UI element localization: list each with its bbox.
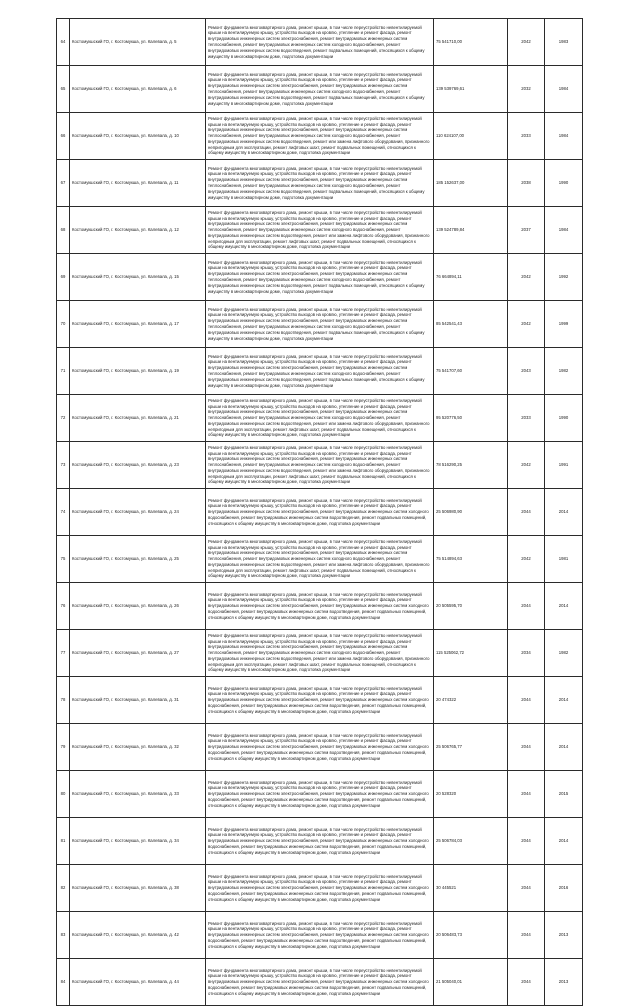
- build-year-cell: 2015: [545, 771, 583, 818]
- cost-cell: 115 525062,72: [434, 630, 508, 677]
- repair-year-cell: 2044: [508, 959, 545, 1006]
- work-types-cell: Ремонт фундамента многоквартирного дома, ремонт крыши, в том числе переустройство невентилируемой крыши на вентилируемую крышу, устройство выходов на кровлю, утепление и ремонт фасада, ремонт внутридомовых инженерных систем электроснабжения, ремонт внутридомовых инженерных систем теплоснабжения, ремонт внутридомовых инженерных систем холодного водоснабжения, ремонт внутридомовых инженерных систем водоотведения, ремонт подвальных помещений, относящихся к общему имуществу в многоквартирном доме, подготовка документации: [206, 254, 434, 301]
- address-cell: Костомукшский ГО, г. Костомукша, ул. Калевала, д. 26: [70, 583, 206, 630]
- table-row: [57, 959, 583, 1006]
- row-number-cell: 73: [57, 442, 70, 489]
- work-types-cell: Ремонт фундамента многоквартирного дома, ремонт крыши, в том числе переустройство невентилируемой крыши на вентилируемую крышу, устройство выходов на кровлю, утепление и ремонт фасада, ремонт внутридомовых инженерных систем электроснабжения, ремонт внутридомовых инженерных систем холодного водоснабжения, ремонт внутридомовых инженерных систем водоотведения, ремонт подвальных помещений, относящихся к общему имуществу в многоквартирном доме, подготовка документации: [206, 771, 434, 818]
- work-types-cell: Ремонт фундамента многоквартирного дома, ремонт крыши, в том числе переустройство невентилируемой крыши на вентилируемую крышу, устройство выходов на кровлю, утепление и ремонт фасада, ремонт внутридомовых инженерных систем электроснабжения, ремонт внутридомовых инженерных систем теплоснабжения, ремонт внутридомовых инженерных систем холодного водоснабжения, ремонт внутридомовых инженерных систем водоотведения, ремонт или замена лифтового оборудования, признанного непригодным для эксплуатации, ремонт лифтовых шахт, ремонт подвальных помещений, относящихся к общему имуществу в многоквартирном доме, подготовка документации: [206, 536, 434, 583]
- repair-year-cell: 2042: [508, 536, 545, 583]
- capital-repair-table: [56, 18, 583, 1006]
- repair-year-cell: 2032: [508, 66, 545, 113]
- table-row: [57, 348, 583, 395]
- repair-year-cell: 2042: [508, 254, 545, 301]
- build-year-cell: 1982: [545, 630, 583, 677]
- work-types-cell: Ремонт фундамента многоквартирного дома, ремонт крыши, в том числе переустройство невентилируемой крыши на вентилируемую крышу, устройство выходов на кровлю, утепление и ремонт фасада, ремонт внутридомовых инженерных систем электроснабжения, ремонт внутридомовых инженерных систем холодного водоснабжения, ремонт внутридомовых инженерных систем водоотведения, ремонт подвальных помещений, относящихся к общему имуществу в многоквартирном доме, подготовка документации: [206, 959, 434, 1006]
- repair-year-cell: 2044: [508, 771, 545, 818]
- address-cell: Костомукшский ГО, г. Костомукша, ул. Калевала, д. 6: [70, 66, 206, 113]
- table-row: [57, 301, 583, 348]
- address-cell: Костомукшский ГО, г. Костомукша, ул. Калевала, д. 15: [70, 254, 206, 301]
- build-year-cell: 1984: [545, 113, 583, 160]
- row-number-cell: 74: [57, 489, 70, 536]
- cost-cell: 110 624107,00: [434, 113, 508, 160]
- work-types-cell: Ремонт фундамента многоквартирного дома, ремонт крыши, в том числе переустройство невентилируемой крыши на вентилируемую крышу, устройство выходов на кровлю, утепление и ремонт фасада, ремонт внутридомовых инженерных систем электроснабжения, ремонт внутридомовых инженерных систем теплоснабжения, ремонт внутридомовых инженерных систем холодного водоснабжения, ремонт внутридомовых инженерных систем водоотведения, ремонт или замена лифтового оборудования, признанного непригодным для эксплуатации, ремонт лифтовых шахт, ремонт подвальных помещений, относящихся к общему имуществу в многоквартирном доме, подготовка документации: [206, 442, 434, 489]
- address-cell: Костомукшский ГО, г. Костомукша, ул. Калевала, д. 24: [70, 489, 206, 536]
- repair-year-cell: 2042: [508, 301, 545, 348]
- work-types-cell: Ремонт фундамента многоквартирного дома, ремонт крыши, в том числе переустройство невентилируемой крыши на вентилируемую крышу, устройство выходов на кровлю, утепление и ремонт фасада, ремонт внутридомовых инженерных систем электроснабжения, ремонт внутридомовых инженерных систем теплоснабжения, ремонт внутридомовых инженерных систем холодного водоснабжения, ремонт внутридомовых инженерных систем водоотведения, ремонт или замена лифтового оборудования, признанного непригодным для эксплуатации, ремонт лифтовых шахт, ремонт подвальных помещений, относящихся к общему имуществу в многоквартирном доме, подготовка документации: [206, 207, 434, 254]
- cost-cell: 30 445521: [434, 865, 508, 912]
- table-row: [57, 113, 583, 160]
- cost-cell: 139 524789,84: [434, 207, 508, 254]
- work-types-cell: Ремонт фундамента многоквартирного дома, ремонт крыши, в том числе переустройство невентилируемой крыши на вентилируемую крышу, устройство выходов на кровлю, утепление и ремонт фасада, ремонт внутридомовых инженерных систем электроснабжения, ремонт внутридомовых инженерных систем теплоснабжения, ремонт внутридомовых инженерных систем холодного водоснабжения, ремонт внутридомовых инженерных систем водоотведения, ремонт подвальных помещений, относящихся к общему имуществу в многоквартирном доме, подготовка документации: [206, 19, 434, 66]
- build-year-cell: 1983: [545, 19, 583, 66]
- cost-cell: 185 152637,00: [434, 160, 508, 207]
- address-cell: Костомукшский ГО, г. Костомукша, ул. Калевала, д. 42: [70, 912, 206, 959]
- cost-cell: 21 505040,01: [434, 959, 508, 1006]
- cost-cell: 76 664894,11: [434, 254, 508, 301]
- repair-year-cell: 2044: [508, 489, 545, 536]
- table-row: [57, 583, 583, 630]
- row-number-cell: 71: [57, 348, 70, 395]
- row-number-cell: 82: [57, 865, 70, 912]
- row-number-cell: 78: [57, 677, 70, 724]
- work-types-cell: Ремонт фундамента многоквартирного дома, ремонт крыши, в том числе переустройство невентилируемой крыши на вентилируемую крышу, устройство выходов на кровлю, утепление и ремонт фасада, ремонт внутридомовых инженерных систем электроснабжения, ремонт внутридомовых инженерных систем теплоснабжения, ремонт внутридомовых инженерных систем холодного водоснабжения, ремонт внутридомовых инженерных систем водоотведения, ремонт подвальных помещений, относящихся к общему имуществу в многоквартирном доме, подготовка документации: [206, 66, 434, 113]
- row-number-cell: 66: [57, 113, 70, 160]
- build-year-cell: 2014: [545, 818, 583, 865]
- build-year-cell: 2016: [545, 865, 583, 912]
- table-row: [57, 818, 583, 865]
- repair-year-cell: 2038: [508, 160, 545, 207]
- table-row: [57, 489, 583, 536]
- address-cell: Костомукшский ГО, г. Костомукша, ул. Калевала, д. 10: [70, 113, 206, 160]
- row-number-cell: 79: [57, 724, 70, 771]
- work-types-cell: Ремонт фундамента многоквартирного дома, ремонт крыши, в том числе переустройство невентилируемой крыши на вентилируемую крышу, устройство выходов на кровлю, утепление и ремонт фасада, ремонт внутридомовых инженерных систем электроснабжения, ремонт внутридомовых инженерных систем холодного водоснабжения, ремонт внутридомовых инженерных систем водоотведения, ремонт подвальных помещений, относящихся к общему имуществу в многоквартирном доме, подготовка документации: [206, 677, 434, 724]
- cost-cell: 139 539769,61: [434, 66, 508, 113]
- address-cell: Костомукшский ГО, г. Костомукша, ул. Калевала, д. 33: [70, 771, 206, 818]
- cost-cell: 25 506980,90: [434, 489, 508, 536]
- build-year-cell: 2014: [545, 724, 583, 771]
- work-types-cell: Ремонт фундамента многоквартирного дома, ремонт крыши, в том числе переустройство невентилируемой крыши на вентилируемую крышу, устройство выходов на кровлю, утепление и ремонт фасада, ремонт внутридомовых инженерных систем электроснабжения, ремонт внутридомовых инженерных систем холодного водоснабжения, ремонт внутридомовых инженерных систем водоотведения, ремонт подвальных помещений, относящихся к общему имуществу в многоквартирном доме, подготовка документации: [206, 583, 434, 630]
- cost-cell: 20 506483,73: [434, 912, 508, 959]
- row-number-cell: 84: [57, 959, 70, 1006]
- table-row: [57, 442, 583, 489]
- table-row: [57, 254, 583, 301]
- build-year-cell: 1984: [545, 66, 583, 113]
- cost-cell: 75 541710,00: [434, 19, 508, 66]
- build-year-cell: 2013: [545, 912, 583, 959]
- work-types-cell: Ремонт фундамента многоквартирного дома, ремонт крыши, в том числе переустройство невентилируемой крыши на вентилируемую крышу, устройство выходов на кровлю, утепление и ремонт фасада, ремонт внутридомовых инженерных систем электроснабжения, ремонт внутридомовых инженерных систем холодного водоснабжения, ремонт внутридомовых инженерных систем водоотведения, ремонт подвальных помещений, относящихся к общему имуществу в многоквартирном доме, подготовка документации: [206, 865, 434, 912]
- row-number-cell: 67: [57, 160, 70, 207]
- build-year-cell: 1982: [545, 348, 583, 395]
- row-number-cell: 64: [57, 19, 70, 66]
- build-year-cell: 2014: [545, 677, 583, 724]
- row-number-cell: 76: [57, 583, 70, 630]
- work-types-cell: Ремонт фундамента многоквартирного дома, ремонт крыши, в том числе переустройство невентилируемой крыши на вентилируемую крышу, устройство выходов на кровлю, утепление и ремонт фасада, ремонт внутридомовых инженерных систем электроснабжения, ремонт внутридомовых инженерных систем холодного водоснабжения, ремонт внутридомовых инженерных систем водоотведения, ремонт подвальных помещений, относящихся к общему имуществу в многоквартирном доме, подготовка документации: [206, 724, 434, 771]
- address-cell: Костомукшский ГО, г. Костомукша, ул. Калевала, д. 21: [70, 395, 206, 442]
- table-row: [57, 536, 583, 583]
- repair-year-cell: 2044: [508, 677, 545, 724]
- cost-cell: 20 528320: [434, 771, 508, 818]
- table-row: [57, 207, 583, 254]
- row-number-cell: 65: [57, 66, 70, 113]
- address-cell: Костомукшский ГО, г. Костомукша, ул. Калевала, д. 31: [70, 677, 206, 724]
- repair-year-cell: 2034: [508, 630, 545, 677]
- document-page: [56, 18, 582, 1006]
- address-cell: Костомукшский ГО, г. Костомукша, ул. Калевала, д. 32: [70, 724, 206, 771]
- build-year-cell: 1990: [545, 395, 583, 442]
- cost-cell: 20 474322: [434, 677, 508, 724]
- address-cell: Костомукшский ГО, г. Костомукша, ул. Калевала, д. 34: [70, 818, 206, 865]
- table-row: [57, 677, 583, 724]
- work-types-cell: Ремонт фундамента многоквартирного дома, ремонт крыши, в том числе переустройство невентилируемой крыши на вентилируемую крышу, устройство выходов на кровлю, утепление и ремонт фасада, ремонт внутридомовых инженерных систем электроснабжения, ремонт внутридомовых инженерных систем теплоснабжения, ремонт внутридомовых инженерных систем холодного водоснабжения, ремонт внутридомовых инженерных систем водоотведения, ремонт подвальных помещений, относящихся к общему имуществу в многоквартирном доме, подготовка документации: [206, 160, 434, 207]
- address-cell: Костомукшский ГО, г. Костомукша, ул. Калевала, д. 23: [70, 442, 206, 489]
- repair-year-cell: 2042: [508, 19, 545, 66]
- repair-year-cell: 2044: [508, 865, 545, 912]
- table-row: [57, 724, 583, 771]
- build-year-cell: 2013: [545, 959, 583, 1006]
- work-types-cell: Ремонт фундамента многоквартирного дома, ремонт крыши, в том числе переустройство невентилируемой крыши на вентилируемую крышу, устройство выходов на кровлю, утепление и ремонт фасада, ремонт внутридомовых инженерных систем электроснабжения, ремонт внутридомовых инженерных систем теплоснабжения, ремонт внутридомовых инженерных систем холодного водоснабжения, ремонт внутридомовых инженерных систем водоотведения, ремонт или замена лифтового оборудования, признанного непригодным для эксплуатации, ремонт лифтовых шахт, ремонт подвальных помещений, относящихся к общему имуществу в многоквартирном доме, подготовка документации: [206, 395, 434, 442]
- row-number-cell: 68: [57, 207, 70, 254]
- row-number-cell: 75: [57, 536, 70, 583]
- cost-cell: 75 514894,63: [434, 536, 508, 583]
- work-types-cell: Ремонт фундамента многоквартирного дома, ремонт крыши, в том числе переустройство невентилируемой крыши на вентилируемую крышу, устройство выходов на кровлю, утепление и ремонт фасада, ремонт внутридомовых инженерных систем электроснабжения, ремонт внутридомовых инженерных систем теплоснабжения, ремонт внутридомовых инженерных систем холодного водоснабжения, ремонт внутридомовых инженерных систем водоотведения, ремонт подвальных помещений, относящихся к общему имуществу в многоквартирном доме, подготовка документации: [206, 348, 434, 395]
- address-cell: Костомукшский ГО, г. Костомукша, ул. Калевала, д. 25: [70, 536, 206, 583]
- cost-cell: 85 542541,43: [434, 301, 508, 348]
- cost-cell: 95 520776,50: [434, 395, 508, 442]
- build-year-cell: 1990: [545, 160, 583, 207]
- address-cell: Костомукшский ГО, г. Костомукша, ул. Калевала, д. 19: [70, 348, 206, 395]
- address-cell: Костомукшский ГО, г. Костомукша, ул. Калевала, д. 38: [70, 865, 206, 912]
- row-number-cell: 70: [57, 301, 70, 348]
- repair-year-cell: 2044: [508, 818, 545, 865]
- row-number-cell: 69: [57, 254, 70, 301]
- address-cell: Костомукшский ГО, г. Костомукша, ул. Калевала, д. 44: [70, 959, 206, 1006]
- address-cell: Костомукшский ГО, г. Костомукша, ул. Калевала, д. 27: [70, 630, 206, 677]
- row-number-cell: 77: [57, 630, 70, 677]
- table-row: [57, 771, 583, 818]
- cost-cell: 78 516290,25: [434, 442, 508, 489]
- table-row: [57, 912, 583, 959]
- table-row: [57, 865, 583, 912]
- row-number-cell: 72: [57, 395, 70, 442]
- table-row: [57, 630, 583, 677]
- address-cell: Костомукшский ГО, г. Костомукша, ул. Калевала, д. 5: [70, 19, 206, 66]
- address-cell: Костомукшский ГО, г. Костомукша, ул. Калевала, д. 11: [70, 160, 206, 207]
- repair-year-cell: 2037: [508, 207, 545, 254]
- build-year-cell: 1981: [545, 536, 583, 583]
- repair-year-cell: 2033: [508, 395, 545, 442]
- cost-cell: 75 541707,60: [434, 348, 508, 395]
- table-row: [57, 395, 583, 442]
- repair-year-cell: 2044: [508, 912, 545, 959]
- address-cell: Костомукшский ГО, г. Костомукша, ул. Калевала, д. 12: [70, 207, 206, 254]
- row-number-cell: 81: [57, 818, 70, 865]
- repair-year-cell: 2033: [508, 113, 545, 160]
- build-year-cell: 1984: [545, 207, 583, 254]
- build-year-cell: 1992: [545, 254, 583, 301]
- cost-cell: 20 505595,70: [434, 583, 508, 630]
- repair-year-cell: 2044: [508, 724, 545, 771]
- row-number-cell: 83: [57, 912, 70, 959]
- repair-year-cell: 2044: [508, 583, 545, 630]
- build-year-cell: 1991: [545, 442, 583, 489]
- build-year-cell: 1999: [545, 301, 583, 348]
- cost-cell: 25 506765,77: [434, 724, 508, 771]
- repair-year-cell: 2042: [508, 442, 545, 489]
- build-year-cell: 2014: [545, 489, 583, 536]
- work-types-cell: Ремонт фундамента многоквартирного дома, ремонт крыши, в том числе переустройство невентилируемой крыши на вентилируемую крышу, устройство выходов на кровлю, утепление и ремонт фасада, ремонт внутридомовых инженерных систем электроснабжения, ремонт внутридомовых инженерных систем теплоснабжения, ремонт внутридомовых инженерных систем холодного водоснабжения, ремонт внутридомовых инженерных систем водоотведения, ремонт или замена лифтового оборудования, признанного непригодным для эксплуатации, ремонт лифтовых шахт, ремонт подвальных помещений, относящихся к общему имуществу в многоквартирном доме, подготовка документации: [206, 630, 434, 677]
- work-types-cell: Ремонт фундамента многоквартирного дома, ремонт крыши, в том числе переустройство невентилируемой крыши на вентилируемую крышу, устройство выходов на кровлю, утепление и ремонт фасада, ремонт внутридомовых инженерных систем электроснабжения, ремонт внутридомовых инженерных систем теплоснабжения, ремонт внутридомовых инженерных систем холодного водоснабжения, ремонт внутридомовых инженерных систем водоотведения, ремонт подвальных помещений, относящихся к общему имуществу в многоквартирном доме, подготовка документации: [206, 301, 434, 348]
- work-types-cell: Ремонт фундамента многоквартирного дома, ремонт крыши, в том числе переустройство невентилируемой крыши на вентилируемую крышу, устройство выходов на кровлю, утепление и ремонт фасада, ремонт внутридомовых инженерных систем электроснабжения, ремонт внутридомовых инженерных систем холодного водоснабжения, ремонт внутридомовых инженерных систем водоотведения, ремонт подвальных помещений, относящихся к общему имуществу в многоквартирном доме, подготовка документации: [206, 489, 434, 536]
- build-year-cell: 2014: [545, 583, 583, 630]
- table-row: [57, 19, 583, 66]
- repair-year-cell: 2043: [508, 348, 545, 395]
- work-types-cell: Ремонт фундамента многоквартирного дома, ремонт крыши, в том числе переустройство невентилируемой крыши на вентилируемую крышу, устройство выходов на кровлю, утепление и ремонт фасада, ремонт внутридомовых инженерных систем электроснабжения, ремонт внутридомовых инженерных систем холодного водоснабжения, ремонт внутридомовых инженерных систем водоотведения, ремонт подвальных помещений, относящихся к общему имуществу в многоквартирном доме, подготовка документации: [206, 912, 434, 959]
- work-types-cell: Ремонт фундамента многоквартирного дома, ремонт крыши, в том числе переустройство невентилируемой крыши на вентилируемую крышу, устройство выходов на кровлю, утепление и ремонт фасада, ремонт внутридомовых инженерных систем электроснабжения, ремонт внутридомовых инженерных систем холодного водоснабжения, ремонт внутридомовых инженерных систем водоотведения, ремонт подвальных помещений, относящихся к общему имуществу в многоквартирном доме, подготовка документации: [206, 818, 434, 865]
- row-number-cell: 80: [57, 771, 70, 818]
- cost-cell: 25 506784,03: [434, 818, 508, 865]
- address-cell: Костомукшский ГО, г. Костомукша, ул. Калевала, д. 17: [70, 301, 206, 348]
- table-row: [57, 66, 583, 113]
- work-types-cell: Ремонт фундамента многоквартирного дома, ремонт крыши, в том числе переустройство невентилируемой крыши на вентилируемую крышу, устройство выходов на кровлю, утепление и ремонт фасада, ремонт внутридомовых инженерных систем электроснабжения, ремонт внутридомовых инженерных систем теплоснабжения, ремонт внутридомовых инженерных систем холодного водоснабжения, ремонт внутридомовых инженерных систем водоотведения, ремонт или замена лифтового оборудования, признанного непригодным для эксплуатации, ремонт лифтовых шахт, ремонт подвальных помещений, относящихся к общему имуществу в многоквартирном доме, подготовка документации: [206, 113, 434, 160]
- table-row: [57, 160, 583, 207]
